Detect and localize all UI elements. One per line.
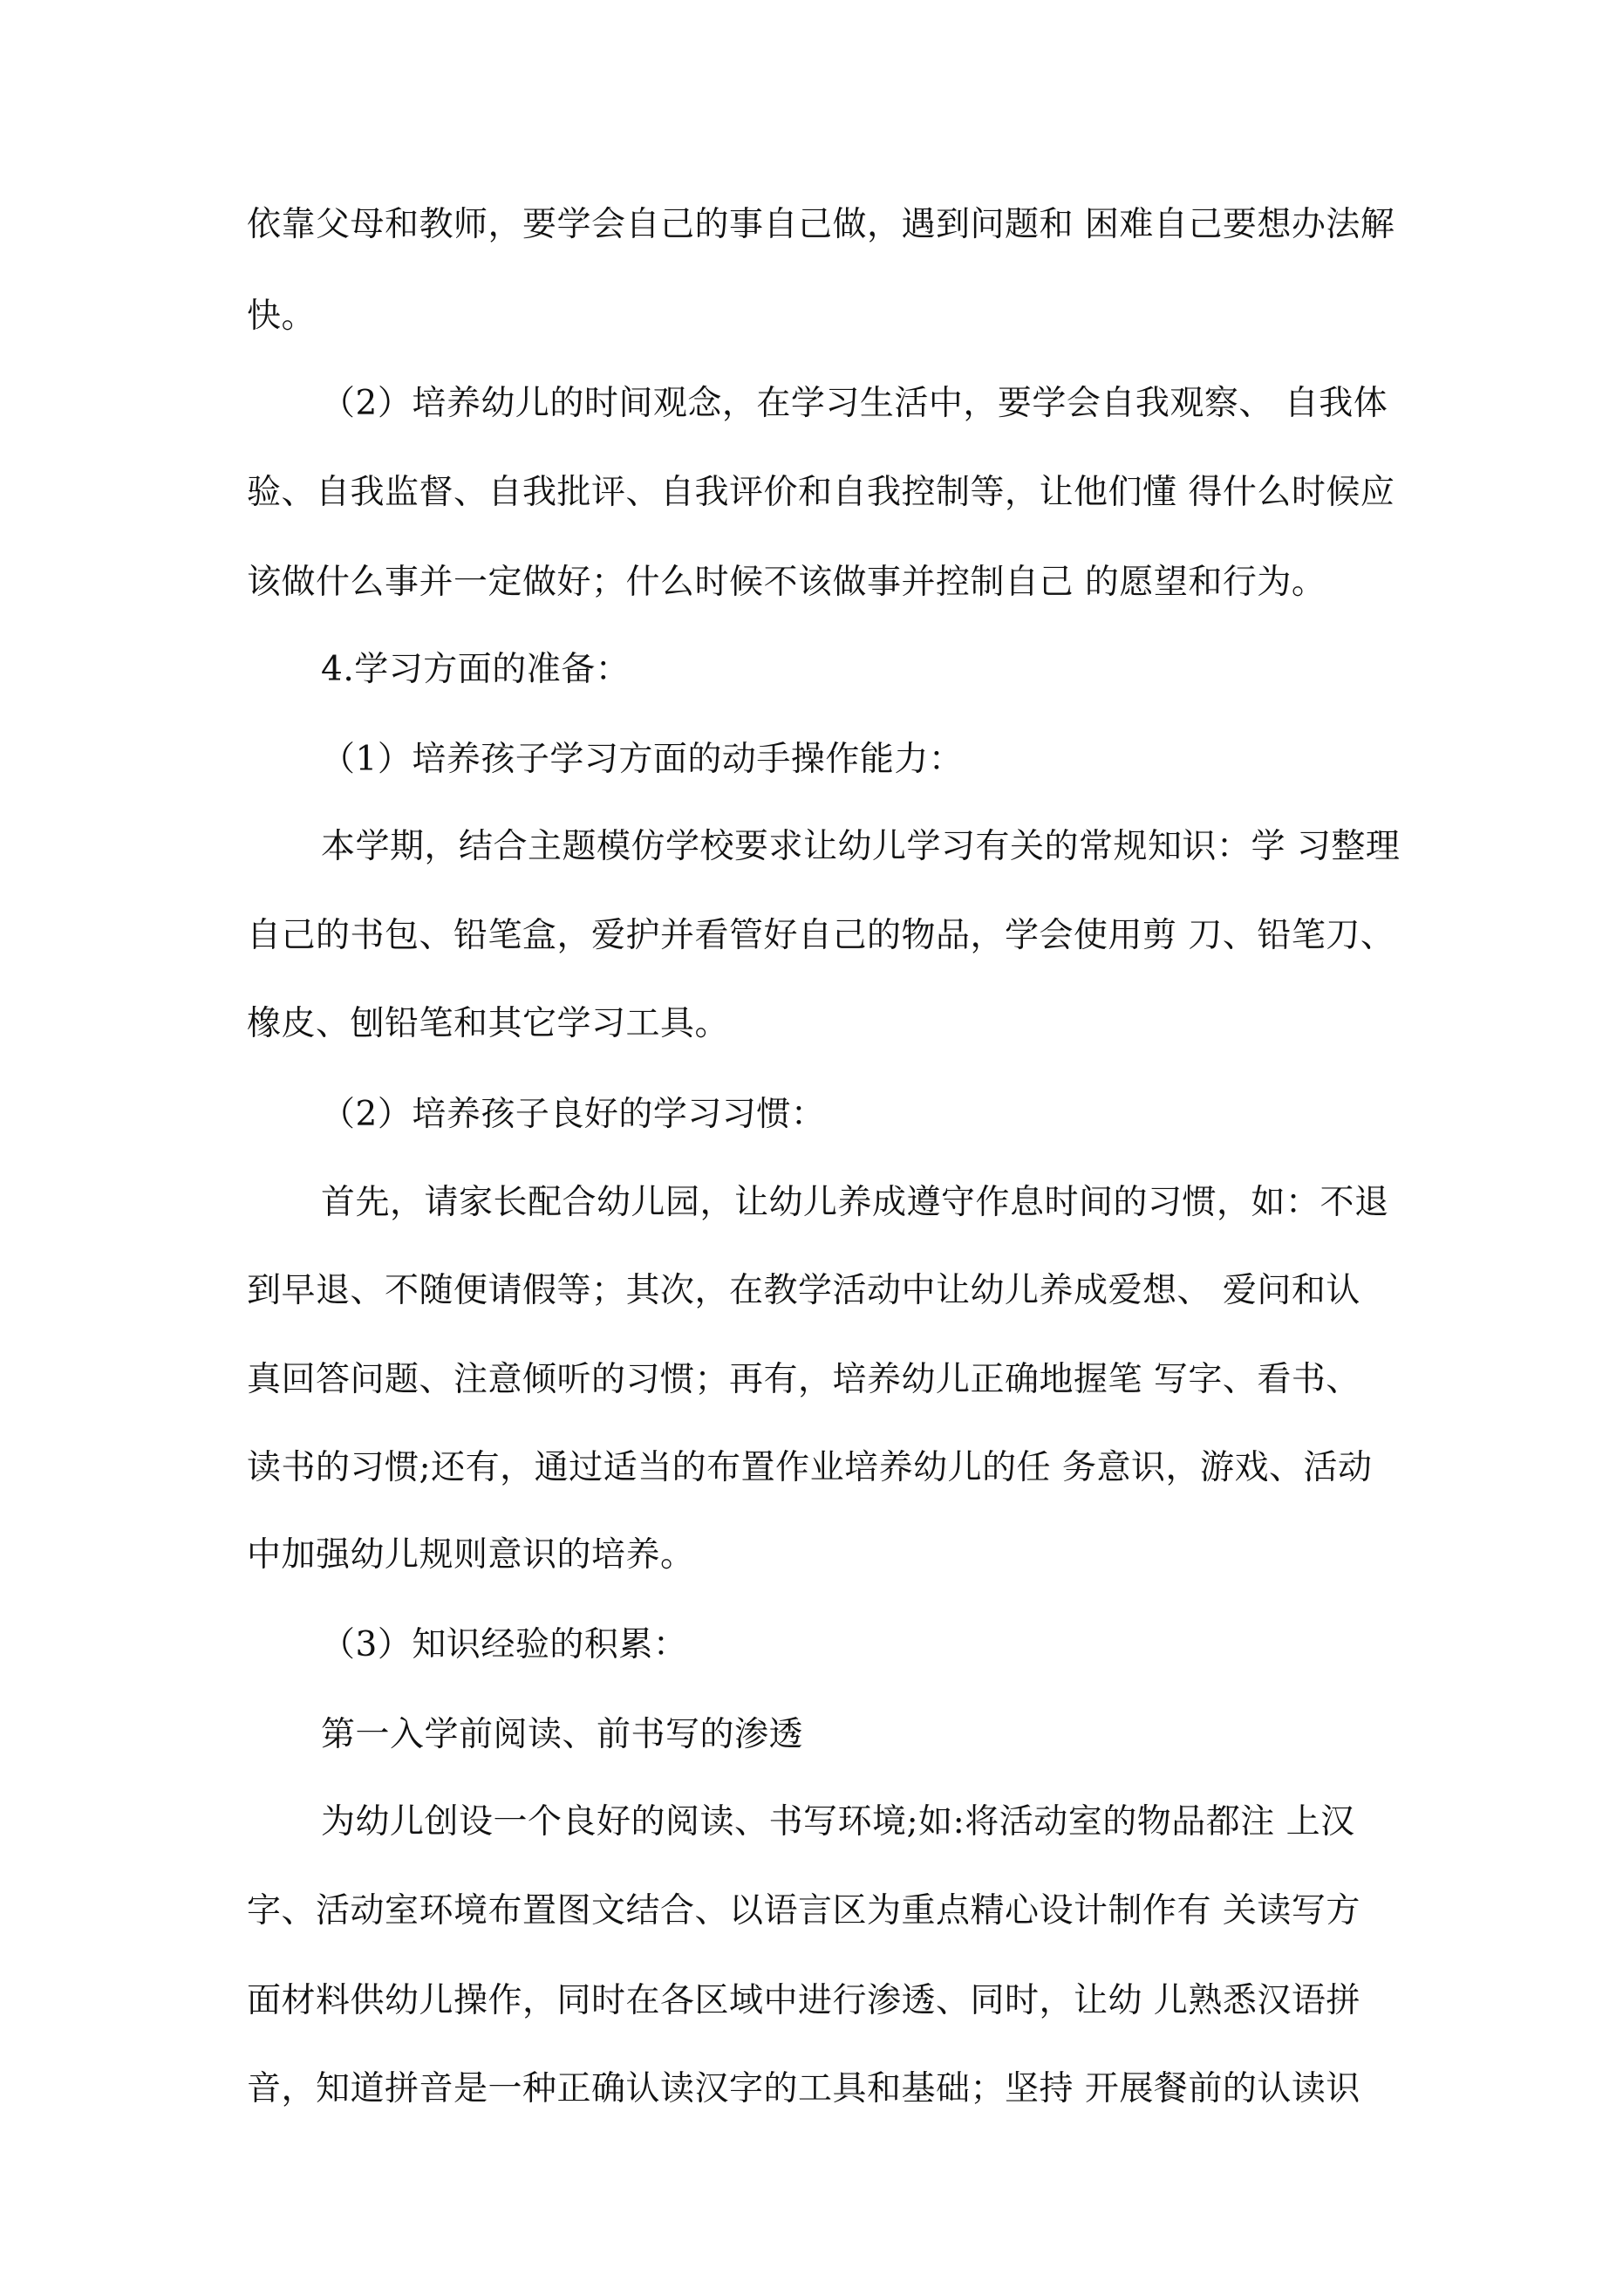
text-line: 读书的习惯;还有，通过适当的布置作业培养幼儿的任 务意识，游戏、活动	[247, 1448, 1373, 1487]
subsection-heading: （2）培养孩子良好的学习习惯：	[321, 1095, 826, 1134]
text-line: 该做什么事并一定做好；什么时候不该做事并控制自己 的愿望和行为。	[247, 563, 1326, 602]
text-line: 自己的书包、铅笔盒，爱护并看管好自己的物品，学会使用剪 刀、铅笔刀、	[247, 916, 1395, 955]
text-line: 依靠父母和教师，要学会自己的事自己做，遇到问题和 困难自己要想办法解	[247, 205, 1395, 244]
text-line: （2）培养幼儿的时间观念，在学习生活中，要学会自我观察、 自我体	[321, 384, 1388, 423]
text-line: 到早退、不随便请假等；其次，在教学活动中让幼儿养成爱想、 爱问和认	[247, 1271, 1360, 1310]
subsection-heading: （3）知识经验的积累：	[321, 1625, 688, 1664]
text-line: 真回答问题、注意倾听的习惯；再有，培养幼儿正确地握笔 写字、看书、	[247, 1360, 1360, 1399]
text-line: 验、自我监督、自我批评、自我评价和自我控制等，让他们懂 得什么时候应	[247, 473, 1395, 512]
section-heading: 4.学习方面的准备：	[321, 650, 631, 689]
text-line: 为幼儿创设一个良好的阅读、书写环境;如:将活动室的物品都注 上汉	[321, 1802, 1355, 1842]
text-line: 音，知道拼音是一种正确认读汉字的工具和基础；坚持 开展餐前的认读识	[247, 2069, 1360, 2108]
text-line: 第一入学前阅读、前书写的渗透	[321, 1715, 804, 1754]
text-line: 本学期，结合主题模仿学校要求让幼儿学习有关的常规知识：学 习整理	[321, 827, 1401, 866]
text-line: 首先，请家长配合幼儿园，让幼儿养成遵守作息时间的习惯，如：不退	[321, 1183, 1389, 1222]
subsection-heading: （1）培养孩子学习方面的动手操作能力：	[321, 740, 964, 779]
text-line: 面材料供幼儿操作，同时在各区域中进行渗透、同时，让幼 儿熟悉汉语拼	[247, 1981, 1360, 2020]
text-line: 橡皮、刨铅笔和其它学习工具。	[247, 1004, 730, 1043]
text-line: 中加强幼儿规则意识的培养。	[247, 1535, 695, 1575]
text-line: 快。	[247, 297, 317, 336]
text-line: 字、活动室环境布置图文结合、以语言区为重点精心设计制作有 关读写方	[247, 1891, 1360, 1930]
